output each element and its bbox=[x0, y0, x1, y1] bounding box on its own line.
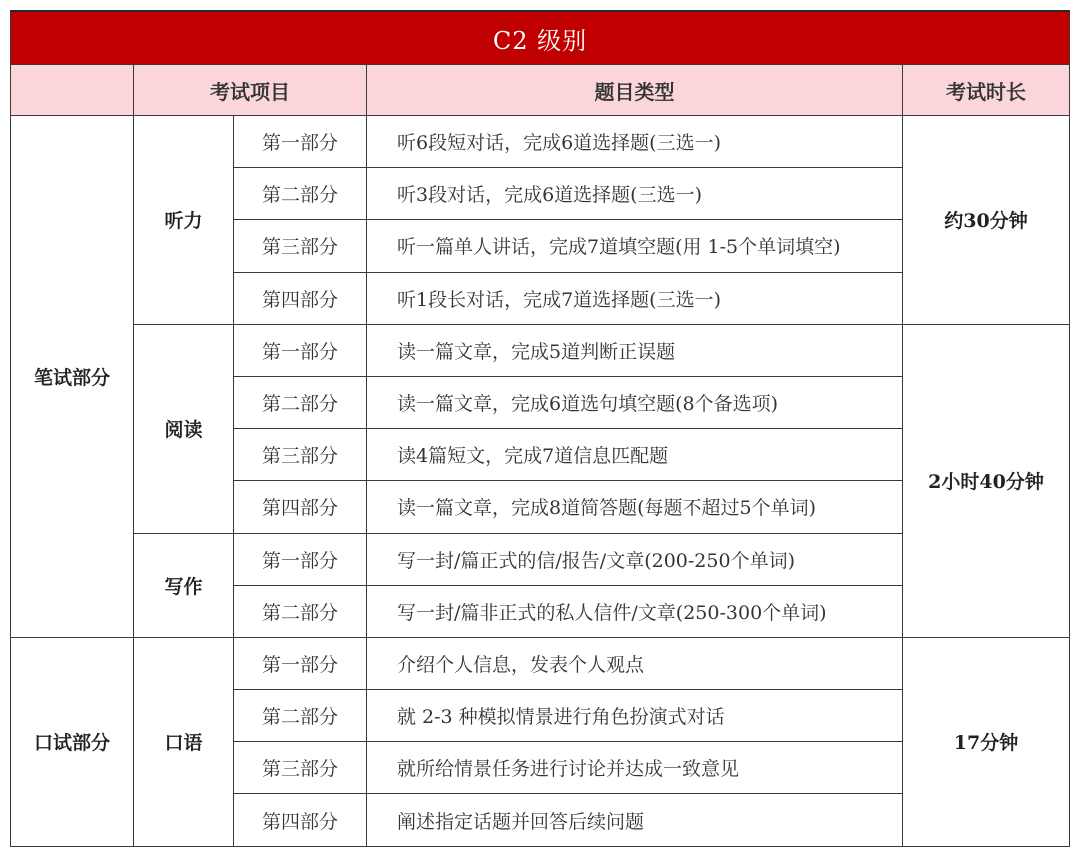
section-oral: 口试部分 bbox=[11, 637, 134, 846]
duration-listening: 约30分钟 bbox=[903, 116, 1070, 325]
part-label: 第二部分 bbox=[234, 690, 367, 742]
header-exam-item: 考试项目 bbox=[134, 65, 367, 116]
question-type-cell: 阐述指定话题并回答后续问题 bbox=[367, 794, 903, 846]
section-written: 笔试部分 bbox=[11, 116, 134, 638]
duration-speaking: 17分钟 bbox=[903, 637, 1070, 846]
header-duration: 考试时长 bbox=[903, 65, 1070, 116]
skill-reading: 阅读 bbox=[134, 324, 234, 533]
part-label: 第四部分 bbox=[234, 481, 367, 533]
header-question-type: 题目类型 bbox=[367, 65, 903, 116]
question-type-cell: 读一篇文章，完成5道判断正误题 bbox=[367, 324, 903, 376]
question-type-cell: 听3段对话，完成6道选择题(三选一) bbox=[367, 168, 903, 220]
question-type-cell: 读一篇文章，完成8道简答题(每题不超过5个单词) bbox=[367, 481, 903, 533]
part-label: 第四部分 bbox=[234, 794, 367, 846]
question-type-cell: 就所给情景任务进行讨论并达成一致意见 bbox=[367, 742, 903, 794]
part-label: 第三部分 bbox=[234, 220, 367, 272]
part-label: 第三部分 bbox=[234, 429, 367, 481]
part-label: 第三部分 bbox=[234, 742, 367, 794]
skill-listening: 听力 bbox=[134, 116, 234, 325]
part-label: 第四部分 bbox=[234, 272, 367, 324]
skill-speaking: 口语 bbox=[134, 637, 234, 846]
skill-writing: 写作 bbox=[134, 533, 234, 637]
part-label: 第二部分 bbox=[234, 168, 367, 220]
exam-structure-table bbox=[10, 10, 1070, 847]
question-type-cell: 介绍个人信息，发表个人观点 bbox=[367, 637, 903, 689]
part-label: 第一部分 bbox=[234, 533, 367, 585]
part-label: 第二部分 bbox=[234, 376, 367, 428]
part-label: 第一部分 bbox=[234, 324, 367, 376]
duration-reading-writing: 2小时40分钟 bbox=[903, 324, 1070, 637]
part-label: 第二部分 bbox=[234, 585, 367, 637]
part-label: 第一部分 bbox=[234, 116, 367, 168]
table-title: C2 级别 bbox=[11, 11, 1070, 65]
question-type-cell: 听1段长对话，完成7道选择题(三选一) bbox=[367, 272, 903, 324]
question-type-cell: 听6段短对话，完成6道选择题(三选一) bbox=[367, 116, 903, 168]
question-type-cell: 读4篇短文，完成7道信息匹配题 bbox=[367, 429, 903, 481]
question-type-cell: 写一封/篇正式的信/报告/文章(200-250个单词) bbox=[367, 533, 903, 585]
question-type-cell: 读一篇文章，完成6道选句填空题(8个备选项) bbox=[367, 376, 903, 428]
question-type-cell: 写一封/篇非正式的私人信件/文章(250-300个单词) bbox=[367, 585, 903, 637]
question-type-cell: 听一篇单人讲话，完成7道填空题(用 1-5个单词填空) bbox=[367, 220, 903, 272]
question-type-cell: 就 2-3 种模拟情景进行角色扮演式对话 bbox=[367, 690, 903, 742]
part-label: 第一部分 bbox=[234, 637, 367, 689]
header-blank bbox=[11, 65, 134, 116]
